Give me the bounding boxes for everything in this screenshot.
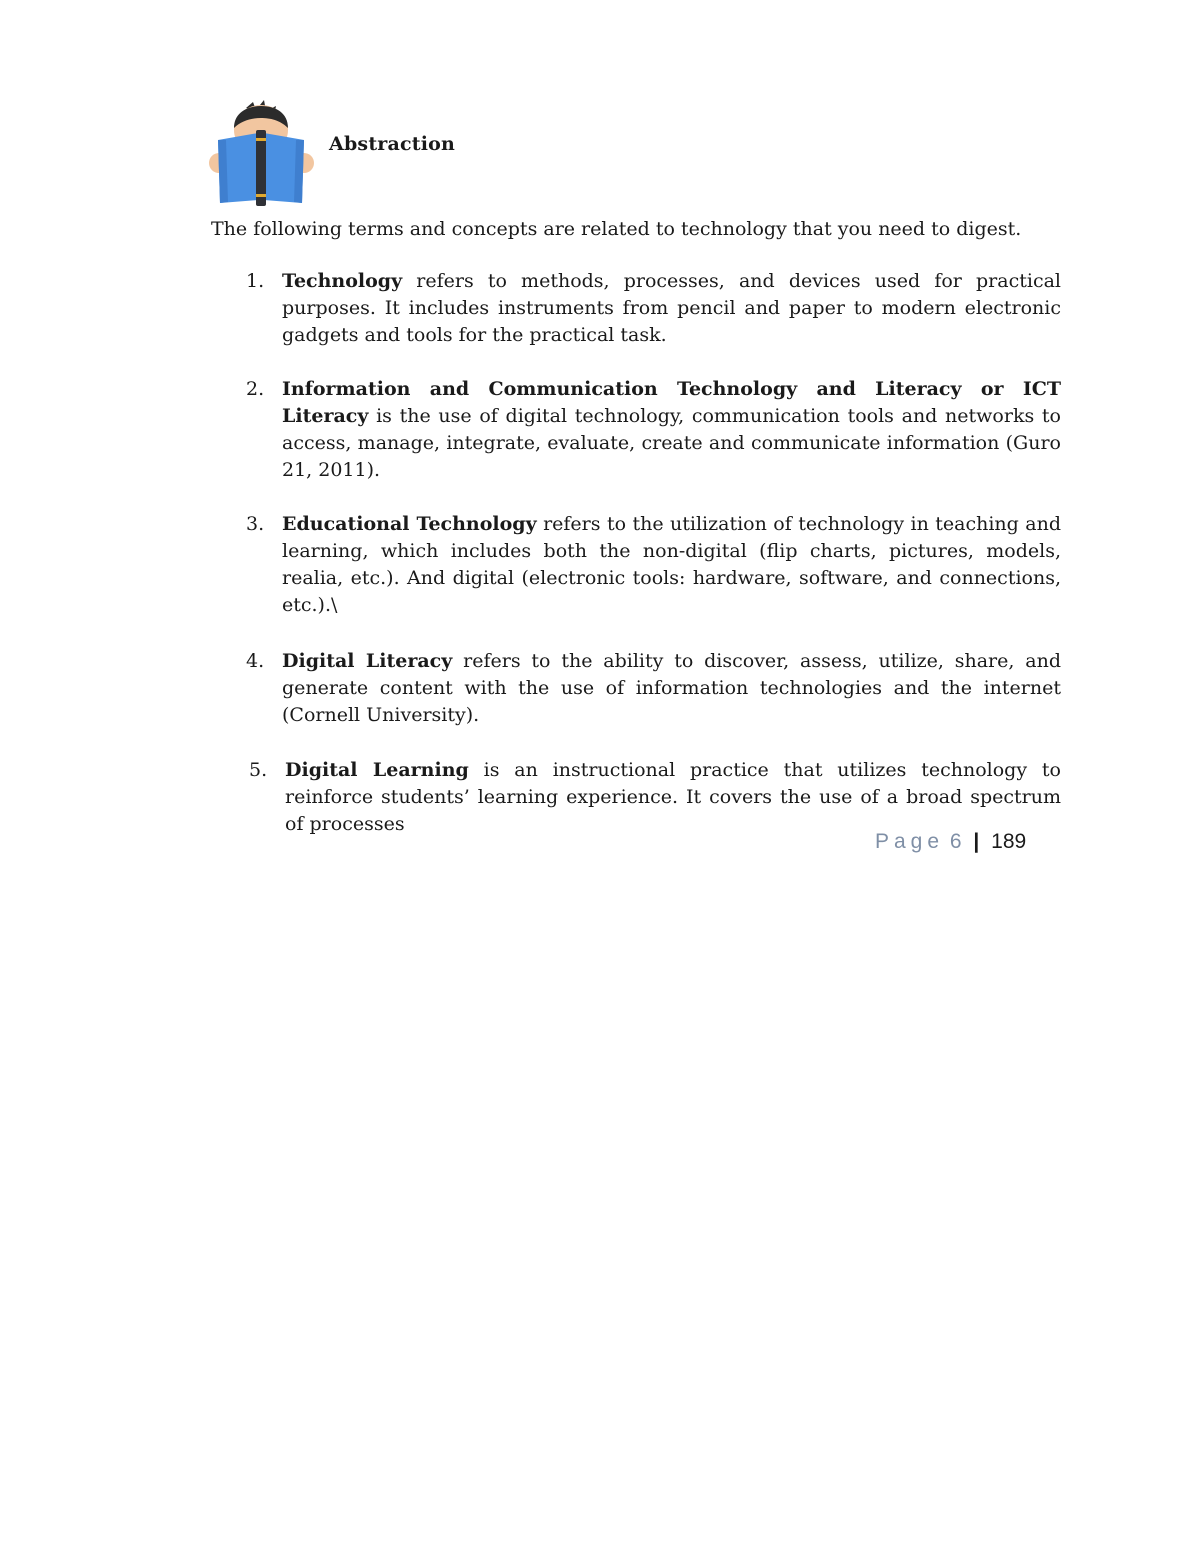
term-name: Technology: [282, 270, 403, 292]
page-number: 6: [949, 830, 962, 853]
list-item: [211, 648, 1061, 729]
list-item-number: 5.: [249, 759, 268, 781]
term-definition: refers to methods, processes, and devices used for practical purposes. It includes instruments from pencil and paper to modern electronic gadgets and tools for the practical task.: [282, 270, 1061, 346]
term-definition: refers to the ability to discover, assess, utilize, share, and generate content with the use of information technologies and the internet (Cornell University).: [282, 650, 1061, 726]
list-item: [211, 268, 1061, 349]
term-name: Information and Communication Technology and Literacy or ICT Literacy: [282, 378, 1061, 427]
term-definition: is the use of digital technology, communication tools and networks to access, manage, integrate, evaluate, create and communicate information (Guro 21, 2011).: [282, 405, 1061, 481]
total-pages: 189: [991, 830, 1027, 853]
page-footer: [875, 830, 1026, 854]
list-item: [211, 376, 1061, 484]
list-item-number: 1.: [246, 270, 265, 292]
page-label: Page: [875, 830, 945, 853]
term-definition: refers to the utilization of technology in teaching and learning, which includes both the non-digital (flip charts, pictures, models, realia, etc.). And digital (electronic tools: hardware, software, and connections, etc.).\: [282, 513, 1061, 616]
reading-boy-icon: [208, 100, 316, 208]
term-text-clip: [285, 757, 1061, 835]
section-title: Abstraction: [329, 133, 456, 155]
list-item-number: 3.: [246, 513, 265, 535]
terms-list: [211, 268, 1061, 838]
term-name: Digital Literacy: [282, 650, 453, 672]
term-name: Digital Learning: [285, 759, 469, 781]
intro-paragraph: The following terms and concepts are related to technology that you need to digest.: [211, 218, 1022, 240]
page-separator: |: [973, 830, 980, 853]
term-definition: is an instructional practice that utilizes technology to reinforce students’ learning experience. It covers the use of a broad spectrum of processes: [285, 759, 1061, 835]
list-item: [211, 511, 1061, 619]
list-item-number: 4.: [246, 650, 265, 672]
section-header: [208, 100, 608, 210]
term-name: Educational Technology: [282, 513, 537, 535]
list-item-number: 2.: [246, 378, 265, 400]
list-item: [211, 757, 1061, 835]
